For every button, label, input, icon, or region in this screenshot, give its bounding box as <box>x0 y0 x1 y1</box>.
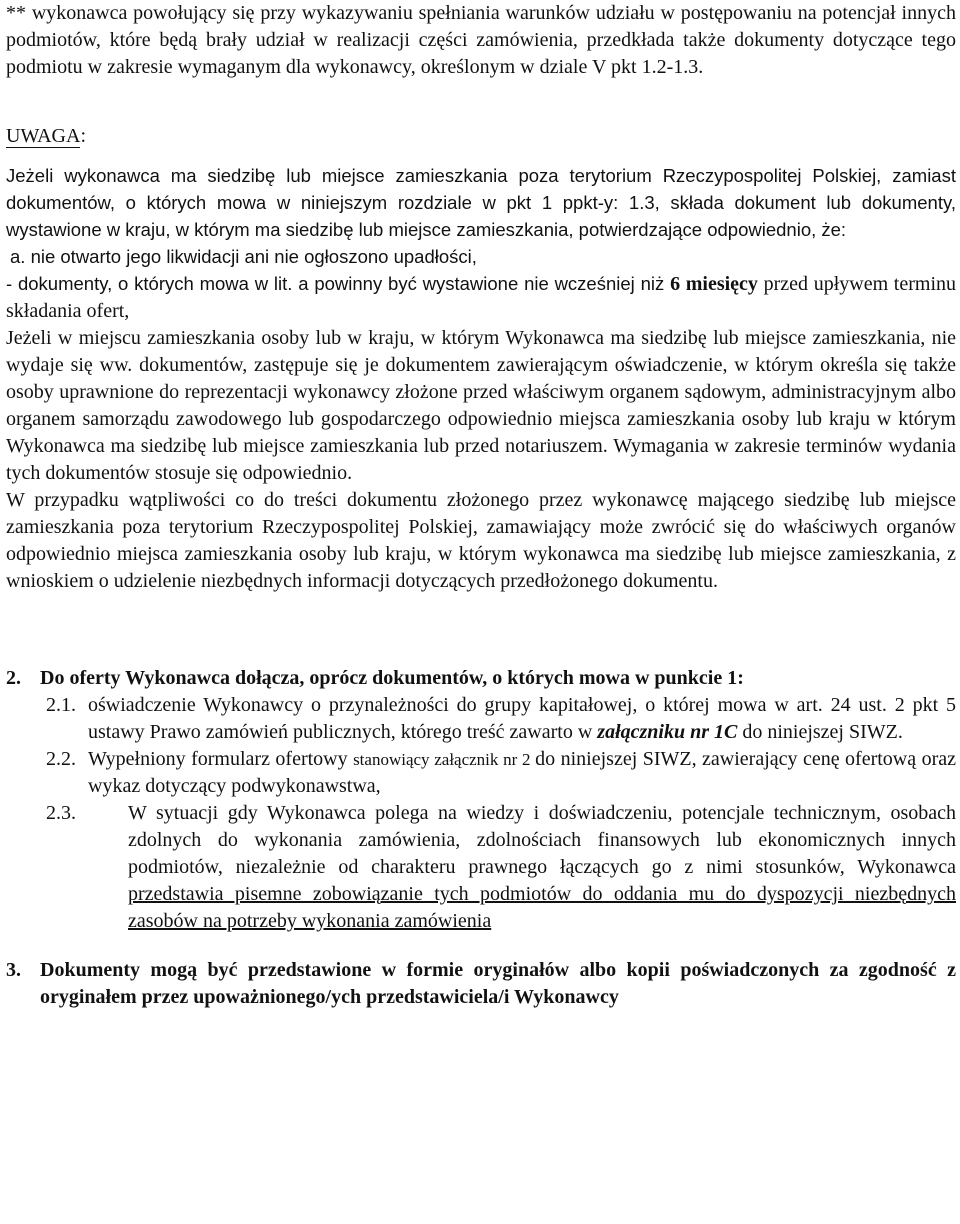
item-2-3-number: 2.3. <box>46 802 76 824</box>
item-2-2-text-mid: do niniejszej SIWZ, zawierający cenę ofertową oraz wykaz dotyczący podwykonawstwa, <box>88 748 956 797</box>
item-2-3-text <box>128 800 956 935</box>
section-3 <box>6 957 956 1011</box>
section-3-number: 3. <box>6 959 21 981</box>
uwaga-section <box>6 123 956 595</box>
point-a-text: a. nie otwarto jego likwidacji ani nie ogłoszono upadłości, <box>10 246 477 267</box>
item-2-1-number: 2.1. <box>46 694 76 716</box>
section-2-heading <box>6 665 956 692</box>
section-2-title: Do oferty Wykonawca dołącza, oprócz dokumentów, o których mowa w punkcie 1: <box>40 667 744 689</box>
list-item-2-2 <box>46 746 956 800</box>
equivalent-document-paragraph: Jeżeli w miejscu zamieszkania osoby lub w kraju, w którym Wykonawca ma siedzibę lub miejsce zamieszkania, nie wydaje się ww. dokumentów, zastępuje się je dokumentem zawierającym oświadczenie, w którym określa się także osoby uprawnione do reprezentacji wykonawcy złożone przed właściwym organem sądowym, administracyjnym albo organem samorządu zawodowego lub gospodarczego odpowiednio miejsca zamieszkania osoby lub kraju w którym Wykonawca ma siedzibę lub miejsce zamieszkania lub przed notariuszem. Wymagania w zakresie terminów wydania tych dokumentów stosuje się odpowiednio. <box>6 327 956 484</box>
item-2-2-text <box>88 746 956 800</box>
item-2-3-obligation-underlined: przedstawia pisemne zobowiązanie tych podmiotów do oddania mu do dyspozycji niezbędnych zasobów na potrzeby wykonania zamówienia <box>128 883 956 932</box>
docs-line-start: - dokumenty, o których mowa w lit. a powinny być wystawione nie wcześniej niż <box>6 273 671 294</box>
section-2-number: 2. <box>6 667 21 689</box>
uwaga-heading <box>6 123 956 150</box>
docs-line-end: przed upływem terminu składania ofert, <box>6 273 957 322</box>
item-2-2-text-small: stanowiący załącznik nr 2 <box>353 750 536 769</box>
section-3-heading <box>6 957 956 1011</box>
uwaga-colon: : <box>80 125 86 147</box>
item-2-1-text-end: do niniejszej SIWZ. <box>737 721 903 743</box>
item-2-1-text-start: oświadczenie Wykonawcy o przynależności do grupy kapitałowej, o której mowa w art. 24 ust. 2 pkt 5 ustawy Prawo zamówień publicznych, którego treść zawarto w <box>88 694 956 743</box>
documents-validity-line <box>6 270 956 325</box>
uwaga-point-a <box>6 243 956 270</box>
section-3-text: Dokumenty mogą być przedstawione w formie oryginałów albo kopii poświadczonych za zgodność z oryginałem przez upoważnionego/ych przedstawiciela/i Wykonawcy <box>40 959 956 1008</box>
item-2-1-text <box>88 692 956 746</box>
list-item-2-3 <box>46 800 956 935</box>
doubt-paragraph: W przypadku wątpliwości co do treści dokumentu złożonego przez wykonawcę mającego siedzibę lub miejsce zamieszkania poza terytorium Rzeczypospolitej Polskiej, zamawiający może zwrócić się do właściwych organów odpowiednio miejsca zamieszkania osoby lub kraju, w którym wykonawca ma siedzibę lub miejsce zamieszkania, z wnioskiem o udzielenie niezbędnych informacji dotyczących przedłożonego dokumentu. <box>6 489 956 592</box>
item-2-2-text-start: Wypełniony formularz ofertowy <box>88 748 354 770</box>
item-2-3-text-start: W sytuacji gdy Wykonawca polega na wiedzy i doświadczeniu, potencjale technicznym, osobach zdolnych do wykonania zamówienia, zdolnościach finansowych lub ekonomicznych innych podmiotów, niezależnie od charakteru prawnego łączących go z nimi stosunków, Wykonawca <box>128 802 956 878</box>
list-item-2-1 <box>46 692 956 746</box>
item-2-1-attachment-ref: załączniku nr 1C <box>597 721 738 743</box>
uwaga-label: UWAGA <box>6 125 81 147</box>
docs-line-bold: 6 miesięcy <box>670 273 758 295</box>
item-2-2-number: 2.2. <box>46 748 76 770</box>
uwaga-intro-paragraph: Jeżeli wykonawca ma siedzibę lub miejsce zamieszkania poza terytorium Rzeczypospolitej Polskiej, zamiast dokumentów, o których mowa w niniejszym rozdziale w pkt 1 ppkt-y: 1.3, składa dokument lub dokumenty, wystawione w kraju, w którym ma siedzibę lub miejsce zamieszkania, potwierdzające odpowiednio, że: <box>6 165 956 240</box>
section-2 <box>6 665 956 935</box>
document-page <box>6 0 956 1011</box>
intro-footnote-paragraph: ** wykonawca powołujący się przy wykazywaniu spełniania warunków udziału w postępowaniu na potencjał innych podmiotów, które będą brały udział w realizacji części zamówienia, przedkłada także dokumenty dotyczące tego podmiotu w zakresie wymaganym dla wykonawcy, określonym w dziale V pkt 1.2-1.3. <box>6 2 956 78</box>
